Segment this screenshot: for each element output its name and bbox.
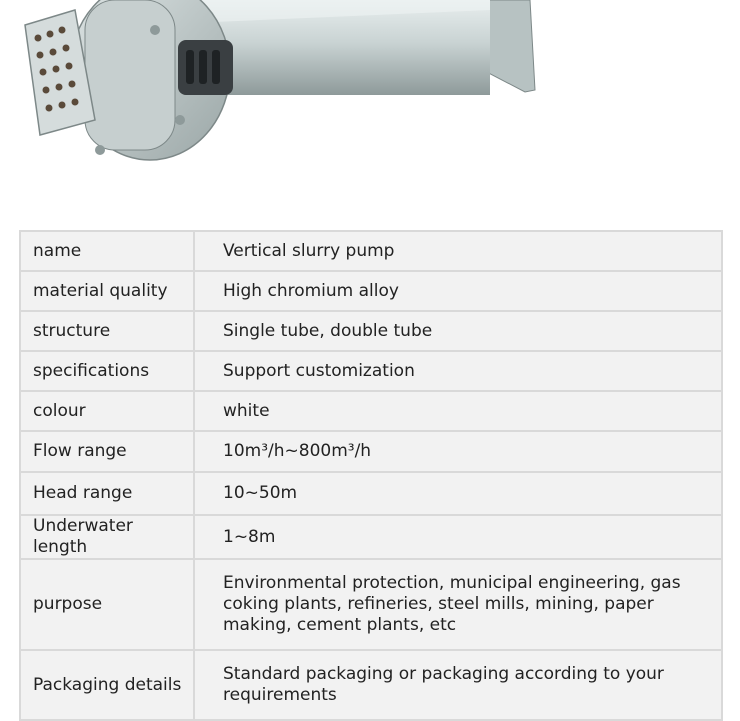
spec-label-packaging-details: Packaging details xyxy=(20,650,194,720)
table-row xyxy=(20,515,722,559)
spec-label-purpose: purpose xyxy=(20,559,194,650)
spec-label-specifications: specifications xyxy=(20,351,194,391)
spec-value-structure: Single tube, double tube xyxy=(194,311,722,351)
table-row xyxy=(20,271,722,311)
spec-value-name: Vertical slurry pump xyxy=(194,231,722,271)
spec-value-specifications: Support customization xyxy=(194,351,722,391)
spec-label-material: material quality xyxy=(20,271,194,311)
table-row xyxy=(20,231,722,271)
spec-value-material: High chromium alloy xyxy=(194,271,722,311)
spec-label-colour: colour xyxy=(20,391,194,431)
table-row xyxy=(20,431,722,472)
spec-label-underwater-length: Underwater length xyxy=(20,515,194,559)
table-row xyxy=(20,391,722,431)
spec-value-packaging-details: Standard packaging or packaging according to your requirements xyxy=(194,650,722,720)
spec-label-structure: structure xyxy=(20,311,194,351)
spec-label-head-range: Head range xyxy=(20,472,194,515)
table-row xyxy=(20,351,722,391)
spec-table xyxy=(19,230,723,721)
table-row xyxy=(20,650,722,720)
spec-label-name: name xyxy=(20,231,194,271)
spec-value-flow-range: 10m³/h~800m³/h xyxy=(194,431,722,472)
spec-value-colour: white xyxy=(194,391,722,431)
spec-label-flow-range: Flow range xyxy=(20,431,194,472)
table-row xyxy=(20,311,722,351)
spec-value-underwater-length: 1~8m xyxy=(194,515,722,559)
spec-value-head-range: 10~50m xyxy=(194,472,722,515)
table-row xyxy=(20,472,722,515)
spec-value-purpose: Environmental protection, municipal engineering, gas coking plants, refineries, steel mills, mining, paper making, cement plants, etc xyxy=(194,559,722,650)
product-image xyxy=(0,0,740,200)
table-row xyxy=(20,559,722,650)
